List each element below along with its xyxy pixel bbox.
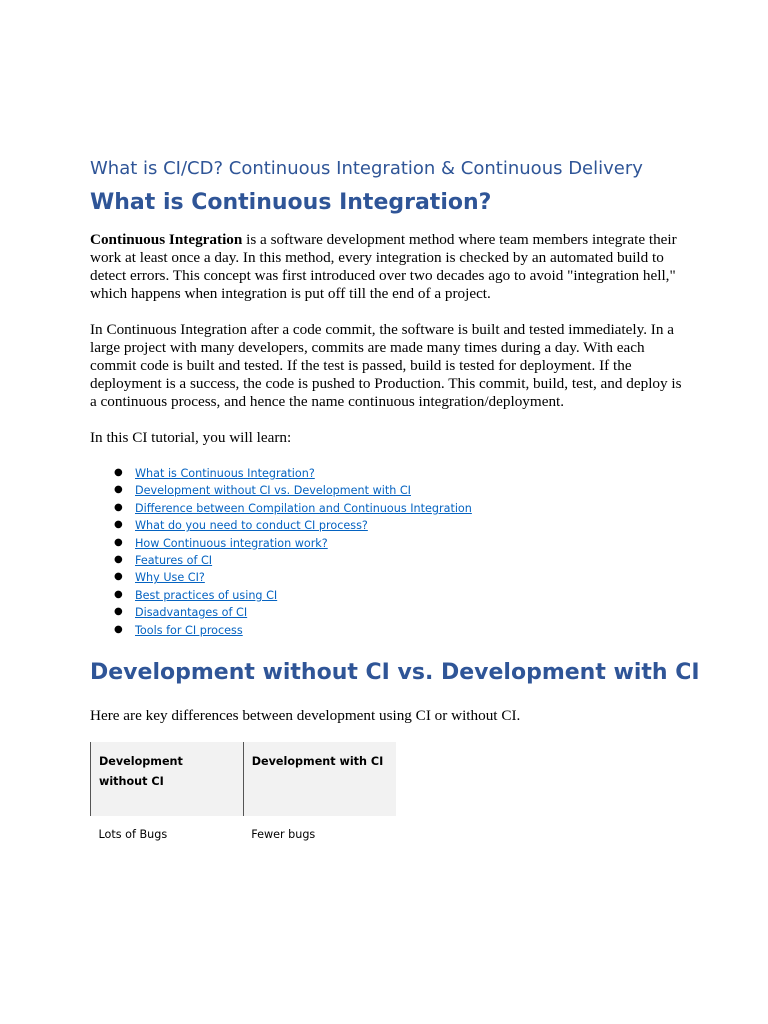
toc-item: [114, 499, 682, 516]
intro-term: Continuous Integration: [90, 231, 243, 248]
toc-link[interactable]: How Continuous integration work?: [135, 536, 328, 550]
toc-link[interactable]: Features of CI: [135, 553, 213, 567]
intro-paragraph: [90, 231, 682, 303]
toc-link[interactable]: Disadvantages of CI: [135, 606, 248, 620]
toc-link[interactable]: What do you need to conduct CI process?: [135, 519, 368, 533]
bullet-icon: ●: [114, 571, 123, 583]
toc-item: [114, 621, 682, 638]
bullet-icon: ●: [114, 623, 123, 635]
comparison-table: [90, 742, 396, 856]
bullet-icon: ●: [114, 501, 123, 513]
document-title: What is CI/CD? Continuous Integration & Continuous Delivery: [90, 158, 643, 179]
column-header-without-ci: Development without CI: [91, 742, 244, 816]
bullet-icon: ●: [114, 606, 123, 618]
tutorial-intro: In this CI tutorial, you will learn:: [90, 429, 292, 446]
toc-item: [114, 603, 682, 620]
comparison-intro: Here are key differences between development using CI or without CI.: [90, 706, 521, 724]
toc-link[interactable]: Tools for CI process: [135, 623, 243, 637]
bullet-icon: ●: [114, 467, 123, 478]
bullet-icon: ●: [114, 484, 123, 496]
toc-item: [114, 464, 682, 481]
table-cell: Fewer bugs: [251, 827, 316, 841]
toc-item: [114, 481, 682, 498]
toc-item: [114, 586, 682, 603]
column-header-with-ci: Development with CI: [243, 742, 396, 816]
table-cell: Lots of Bugs: [98, 827, 168, 841]
toc-item: [114, 568, 682, 585]
heading-dev-comparison: Development without CI vs. Development with CI: [90, 659, 700, 685]
bullet-icon: ●: [114, 588, 123, 600]
toc-link[interactable]: Difference between Compilation and Continuous Integration: [135, 501, 472, 515]
process-paragraph: In Continuous Integration after a code commit, the software is built and tested immediately. In a large project with many developers, commits are made many times during a day. With each commit code is built and tested. If the test is passed, build is tested for deployment. If the deployment is a success, the code is pushed to Production. This commit, build, test, and deploy is a continuous process, and hence the name continuous integration/deployment.: [90, 321, 682, 410]
intro-text: is a software development method where team members integrate their work at least once a day. In this method, every integration is checked by an automated build to detect errors. This concept was first introduced over two decades ago to avoid "integration hell," which happens when integration is put off till the end of a project.: [90, 231, 677, 302]
toc-item: [114, 516, 682, 533]
table-header-row: [91, 742, 397, 816]
toc-item: [114, 534, 682, 551]
table-row: [91, 816, 397, 856]
bullet-icon: ●: [114, 536, 123, 548]
toc-link[interactable]: Best practices of using CI: [135, 588, 278, 602]
bullet-icon: ●: [114, 519, 123, 531]
heading-what-is-ci: What is Continuous Integration?: [90, 190, 492, 215]
table-of-contents: [90, 464, 682, 638]
toc-item: [114, 551, 682, 568]
document-page: [90, 156, 700, 856]
toc-link[interactable]: Development without CI vs. Development with CI: [135, 484, 411, 498]
toc-link[interactable]: What is Continuous Integration?: [135, 467, 315, 480]
toc-link[interactable]: Why Use CI?: [135, 571, 205, 585]
bullet-icon: ●: [114, 553, 123, 565]
